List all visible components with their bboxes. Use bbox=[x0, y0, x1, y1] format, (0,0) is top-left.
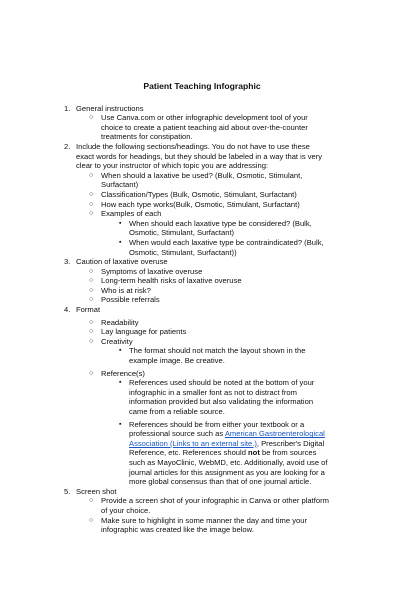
sub-list-item bbox=[64, 219, 330, 238]
list-item-text: Lay language for patients bbox=[101, 327, 187, 337]
section-heading: General instructions bbox=[76, 103, 144, 113]
circle-bullet-icon: ○ bbox=[89, 210, 94, 218]
sub-list-item bbox=[64, 346, 330, 365]
circle-bullet-icon: ○ bbox=[89, 114, 94, 122]
list-item-text: Possible referrals bbox=[101, 295, 160, 305]
list-item-text: Make sure to highlight in some manner the day and time your infographic was created like the image below. bbox=[101, 515, 307, 535]
circle-bullet-icon: ○ bbox=[89, 337, 94, 345]
list-item-text: Readability bbox=[101, 317, 139, 327]
sub-list-item bbox=[64, 420, 330, 487]
list-item bbox=[64, 295, 330, 305]
list-item bbox=[64, 190, 330, 200]
list-item bbox=[64, 267, 330, 277]
square-bullet-icon: ▪ bbox=[119, 238, 122, 246]
reference-text-post: be from sources such as MayoClinic, WebMD, etc. Additionally, avoid use of journal articles for this assignment as you are looking for a more global consensus than that of one journal article. bbox=[129, 448, 328, 487]
circle-bullet-icon: ○ bbox=[89, 171, 94, 179]
circle-bullet-icon: ○ bbox=[89, 267, 94, 275]
list-item bbox=[64, 516, 330, 535]
reference-text-mid: , Prescriber's Digital Reference, etc. References should bbox=[129, 438, 325, 458]
section-heading: Include the following sections/headings. You do not have to use these exact words for headings, but they should be labeled in a way that is very clear to your instructor of which topic you are addressing: bbox=[76, 141, 323, 171]
square-bullet-icon: ▪ bbox=[119, 219, 122, 227]
list-item bbox=[64, 200, 330, 210]
list-item-text: Long-term health risks of laxative overuse bbox=[101, 276, 242, 286]
circle-bullet-icon: ○ bbox=[89, 200, 94, 208]
reference-emphasis: not bbox=[248, 448, 260, 458]
list-item bbox=[64, 318, 330, 328]
list-item bbox=[64, 276, 330, 286]
square-bullet-icon: ▪ bbox=[119, 347, 122, 355]
section-number: 1. bbox=[64, 103, 71, 113]
section-heading: Format bbox=[76, 305, 101, 315]
circle-bullet-icon: ○ bbox=[89, 516, 94, 524]
list-item bbox=[64, 171, 330, 190]
list-item bbox=[64, 327, 330, 337]
section-number: 5. bbox=[64, 486, 71, 496]
list-item-text: How each type works(Bulk, Osmotic, Stimulant, Surfactant) bbox=[101, 199, 300, 209]
circle-bullet-icon: ○ bbox=[89, 277, 94, 285]
section-heading: Screen shot bbox=[76, 486, 117, 496]
list-item-text: Symptoms of laxative overuse bbox=[101, 266, 203, 276]
aga-external-link[interactable]: American Gastroenterological Association (Links to an external site.) bbox=[129, 429, 325, 448]
sub-list-item bbox=[64, 238, 330, 257]
document-title: Patient Teaching Infographic bbox=[143, 81, 261, 91]
section-number: 3. bbox=[64, 257, 71, 267]
section-format bbox=[64, 305, 330, 315]
square-bullet-icon: ▪ bbox=[119, 420, 122, 428]
list-item-text: Provide a screen shot of your infographic in Canva or other platform of your choice. bbox=[101, 496, 329, 515]
list-item-text: Reference(s) bbox=[101, 368, 145, 378]
sub-list-item-text: When would each laxative type be contraindicated? (Bulk, Osmotic, Stimulant, Surfactant)) bbox=[129, 237, 324, 257]
list-item bbox=[64, 286, 330, 296]
list-item-text: Use Canva.com or other infographic development tool of your choice to create a patient teaching aid about over-the-counter treatments for constipation. bbox=[101, 113, 308, 142]
circle-bullet-icon: ○ bbox=[89, 286, 94, 294]
circle-bullet-icon: ○ bbox=[89, 328, 94, 336]
circle-bullet-icon: ○ bbox=[89, 369, 94, 377]
list-item bbox=[64, 209, 330, 219]
section-number: 2. bbox=[64, 141, 71, 151]
square-bullet-icon: ▪ bbox=[119, 379, 122, 387]
list-item bbox=[64, 113, 330, 142]
section-include-headings bbox=[64, 142, 330, 171]
circle-bullet-icon: ○ bbox=[89, 497, 94, 505]
list-item-text: Examples of each bbox=[101, 209, 162, 219]
list-item bbox=[64, 496, 330, 515]
circle-bullet-icon: ○ bbox=[89, 190, 94, 198]
list-item-text: Creativity bbox=[101, 336, 133, 346]
sub-list-item-text bbox=[129, 420, 328, 487]
section-screen-shot bbox=[64, 487, 330, 497]
circle-bullet-icon: ○ bbox=[89, 318, 94, 326]
list-item-text: When should a laxative be used? (Bulk, Osmotic, Stimulant, Surfactant) bbox=[101, 170, 303, 190]
section-general-instructions bbox=[64, 104, 330, 114]
list-item-text: Classification/Types (Bulk, Osmotic, Stimulant, Surfactant) bbox=[101, 189, 297, 199]
sub-list-item bbox=[64, 378, 330, 416]
sub-list-item-text: When should each laxative type be considered? (Bulk, Osmotic, Stimulant, Surfactant) bbox=[129, 218, 312, 238]
sub-list-item-text: The format should not match the layout shown in the example image. Be creative. bbox=[129, 346, 306, 366]
list-item bbox=[64, 369, 330, 379]
reference-text-pre: References should be from either your textbook or a professional source such as bbox=[129, 419, 305, 439]
list-item-text: Who is at risk? bbox=[101, 285, 151, 295]
sub-list-item-text: References used should be noted at the bottom of your infographic in a smaller font as not to distract from information provided but also validating the information came from a reliable source. bbox=[129, 378, 315, 416]
section-number: 4. bbox=[64, 305, 71, 315]
section-heading: Caution of laxative overuse bbox=[76, 257, 168, 267]
section-caution-overuse bbox=[64, 257, 330, 267]
circle-bullet-icon: ○ bbox=[89, 296, 94, 304]
list-item bbox=[64, 337, 330, 347]
